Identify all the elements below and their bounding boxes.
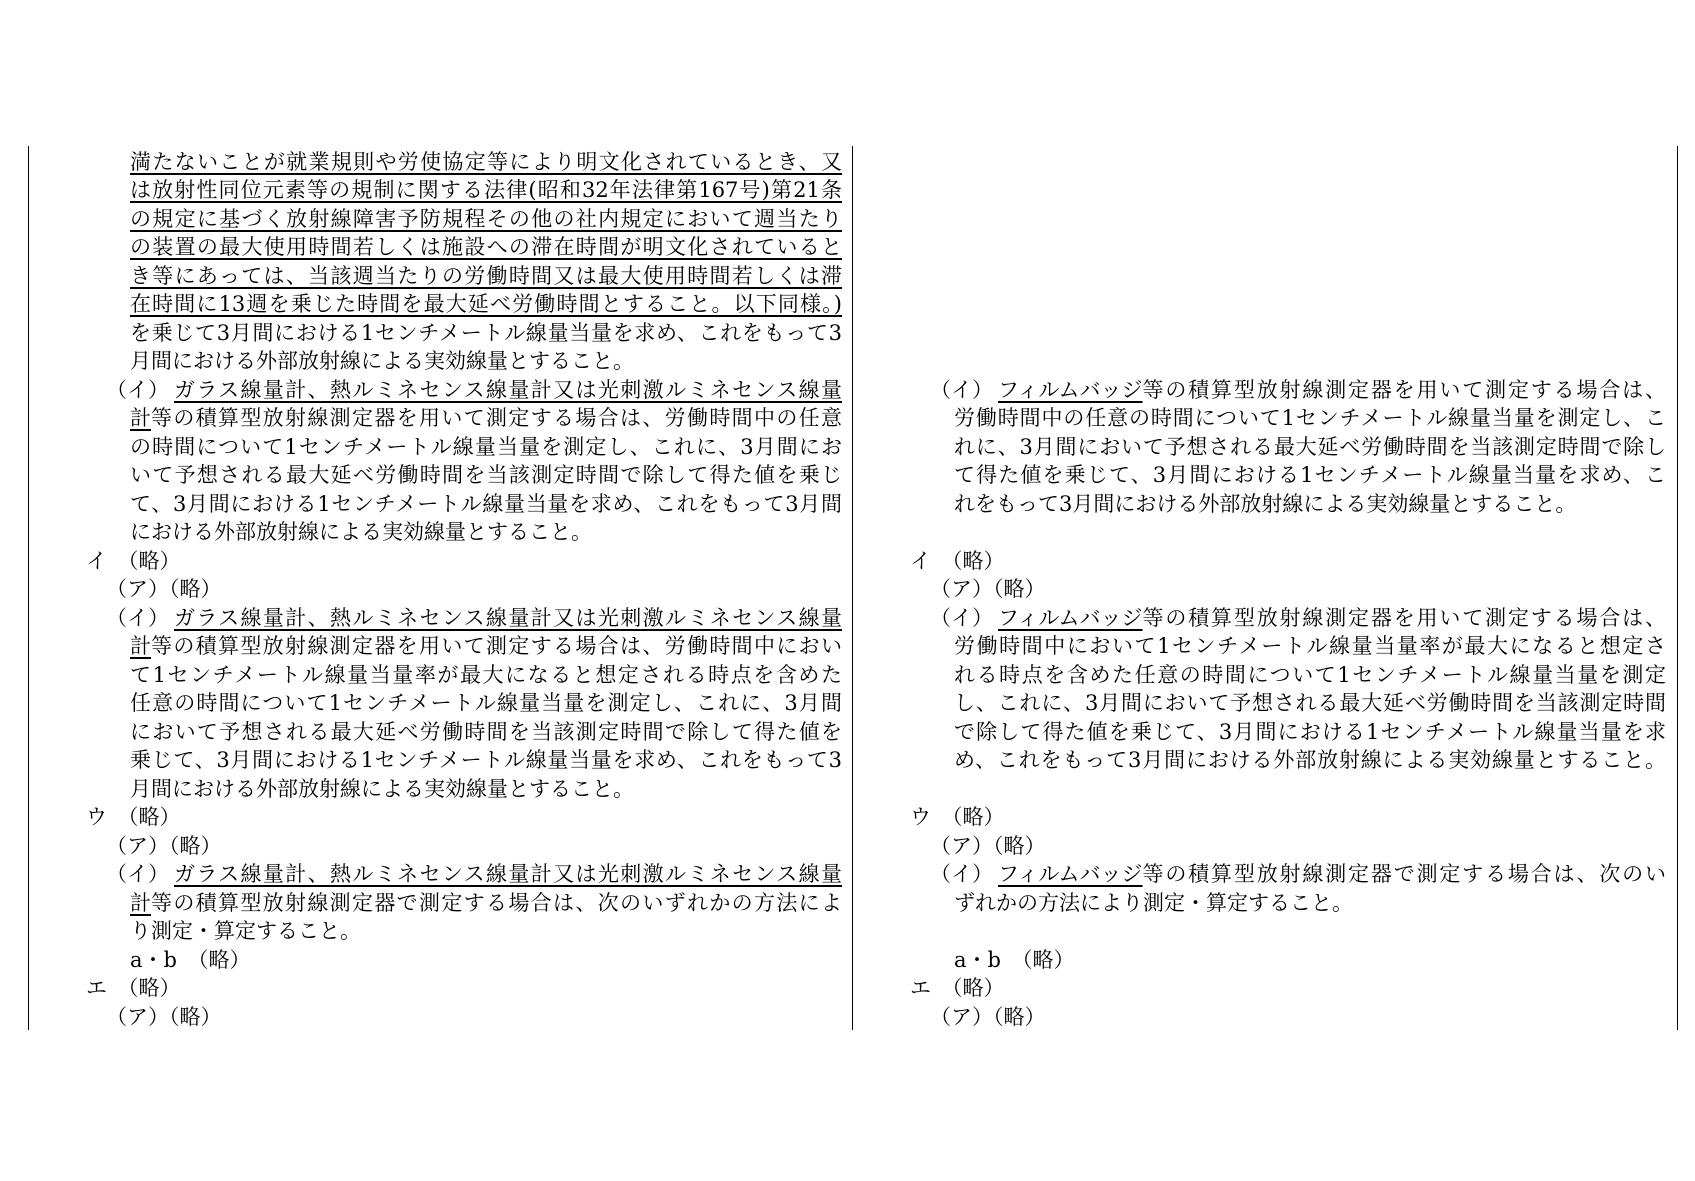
text-line: れる時点を含めた任意の時間について1センチメートル線量当量を測定 — [954, 663, 1666, 687]
text-line: き等にあっては、当該週当たりの労働時間又は最大使用時間若しくは滞 — [130, 264, 842, 288]
text-line: において予想される最大延べ労働時間を当該測定時間で除して得た値を — [130, 720, 842, 744]
subsection-heading: （ア）（略） — [930, 577, 1046, 601]
underlined-text: 計 — [130, 406, 151, 430]
text-line: 労働時間中において1センチメートル線量当量率が最大になると想定さ — [954, 634, 1666, 658]
text-line: いて予想される最大延べ労働時間を当該測定時間で除して得た値を乗じ — [130, 463, 842, 487]
underlined-text: ガラス線量計、熱ルミネセンス線量計又は光刺激ルミネセンス線量 — [174, 862, 842, 886]
text-line: 在時間に13週を乗じた時間を最大延べ労働時間とすること。以下同様。) — [130, 292, 842, 316]
section-heading: エ （略） — [86, 976, 181, 1000]
text-span: 等の積算型放射線測定器を用いて測定する場合は、労働時間中におい — [151, 634, 842, 658]
text-span: 等の積算型放射線測定器で測定する場合は、次のい — [1142, 862, 1666, 886]
text-line: 労働時間中の任意の時間について1センチメートル線量当量を測定し、こ — [954, 406, 1666, 430]
text-line: の規定に基づく放射線障害予防規程その他の社内規定において週当たり — [130, 207, 842, 231]
item-label: （イ） — [930, 378, 993, 402]
underlined-text: 計 — [130, 634, 151, 658]
left-border-rule — [28, 146, 29, 1030]
subitem-heading: a・b （略） — [130, 948, 251, 972]
text-line: れに、3月間において予想される最大延べ労働時間を当該測定時間で除し — [954, 435, 1666, 459]
subsection-heading: （ア）（略） — [106, 1005, 222, 1029]
text-line: れをもって3月間における外部放射線による実効線量とすること。 — [954, 492, 1577, 516]
section-heading: ウ （略） — [86, 805, 181, 829]
text-line — [998, 860, 1666, 888]
text-line — [998, 604, 1666, 632]
text-line: り測定・算定すること。 — [130, 919, 361, 943]
subsection-heading: （ア）（略） — [106, 834, 222, 858]
section-heading: エ （略） — [910, 976, 1005, 1000]
text-line: 任意の時間について1センチメートル線量当量を測定し、これに、3月間 — [130, 691, 842, 715]
text-line: で除して得た値を乗じて、3月間における1センチメートル線量当量を求 — [954, 720, 1666, 744]
subsection-heading: （ア）（略） — [930, 834, 1046, 858]
text-line: て、3月間における1センチメートル線量当量を求め、これをもって3月間 — [130, 492, 842, 516]
item-label: （イ） — [106, 862, 169, 886]
section-heading: ウ （略） — [910, 805, 1005, 829]
item-label: （イ） — [106, 378, 169, 402]
text-line: ずれかの方法により測定・算定すること。 — [954, 891, 1353, 915]
underlined-text: フィルムバッジ — [998, 378, 1143, 402]
text-span: 等の積算型放射線測定器を用いて測定する場合は、労働時間中の任意 — [151, 406, 842, 430]
underlined-text: フィルムバッジ — [998, 862, 1143, 886]
text-line: を乗じて3月間における1センチメートル線量当量を求め、これをもって3 — [130, 321, 842, 345]
text-span: 等の積算型放射線測定器を用いて測定する場合は、 — [1142, 606, 1666, 630]
section-heading: イ （略） — [86, 549, 181, 573]
text-line: における外部放射線による実効線量とすること。 — [130, 520, 592, 544]
underlined-text: ガラス線量計、熱ルミネセンス線量計又は光刺激ルミネセンス線量 — [174, 378, 842, 402]
text-line — [130, 404, 842, 432]
text-line — [130, 889, 842, 917]
text-line: は放射性同位元素等の規制に関する法律(昭和32年法律第167号)第21条 — [130, 178, 842, 202]
text-line: の時間について1センチメートル線量当量を測定し、これに、3月間にお — [130, 435, 842, 459]
underlined-text: フィルムバッジ — [998, 606, 1143, 630]
subitem-heading: a・b （略） — [954, 948, 1075, 972]
text-line: て1センチメートル線量当量率が最大になると想定される時点を含めた — [130, 663, 842, 687]
underlined-text: 計 — [130, 891, 151, 915]
right-border-rule — [1677, 146, 1678, 1030]
item-label: （イ） — [930, 606, 993, 630]
center-divider-rule — [852, 146, 853, 1030]
text-line: 月間における外部放射線による実効線量とすること。 — [130, 349, 634, 373]
text-line: 月間における外部放射線による実効線量とすること。 — [130, 777, 634, 801]
item-label: （イ） — [106, 606, 169, 630]
item-label: （イ） — [930, 862, 993, 886]
text-span: 等の積算型放射線測定器を用いて測定する場合は、 — [1142, 378, 1666, 402]
text-span: 等の積算型放射線測定器で測定する場合は、次のいずれかの方法によ — [151, 891, 842, 915]
section-heading: イ （略） — [910, 549, 1005, 573]
subsection-heading: （ア）（略） — [930, 1005, 1046, 1029]
subsection-heading: （ア）（略） — [106, 577, 222, 601]
text-line: て得た値を乗じて、3月間における1センチメートル線量当量を求め、こ — [954, 463, 1666, 487]
text-line: し、これに、3月間において予想される最大延べ労働時間を当該測定時間 — [954, 691, 1666, 715]
text-line: 満たないことが就業規則や労使協定等により明文化されているとき、又 — [130, 150, 842, 174]
text-line: め、これをもって3月間における外部放射線による実効線量とすること。 — [954, 748, 1666, 772]
text-line: 乗じて、3月間における1センチメートル線量当量を求め、これをもって3 — [130, 748, 842, 772]
text-line: の装置の最大使用時間若しくは施設への滞在時間が明文化されていると — [130, 235, 842, 259]
underlined-text: ガラス線量計、熱ルミネセンス線量計又は光刺激ルミネセンス線量 — [174, 606, 842, 630]
text-line — [130, 632, 842, 660]
text-line — [998, 376, 1666, 404]
